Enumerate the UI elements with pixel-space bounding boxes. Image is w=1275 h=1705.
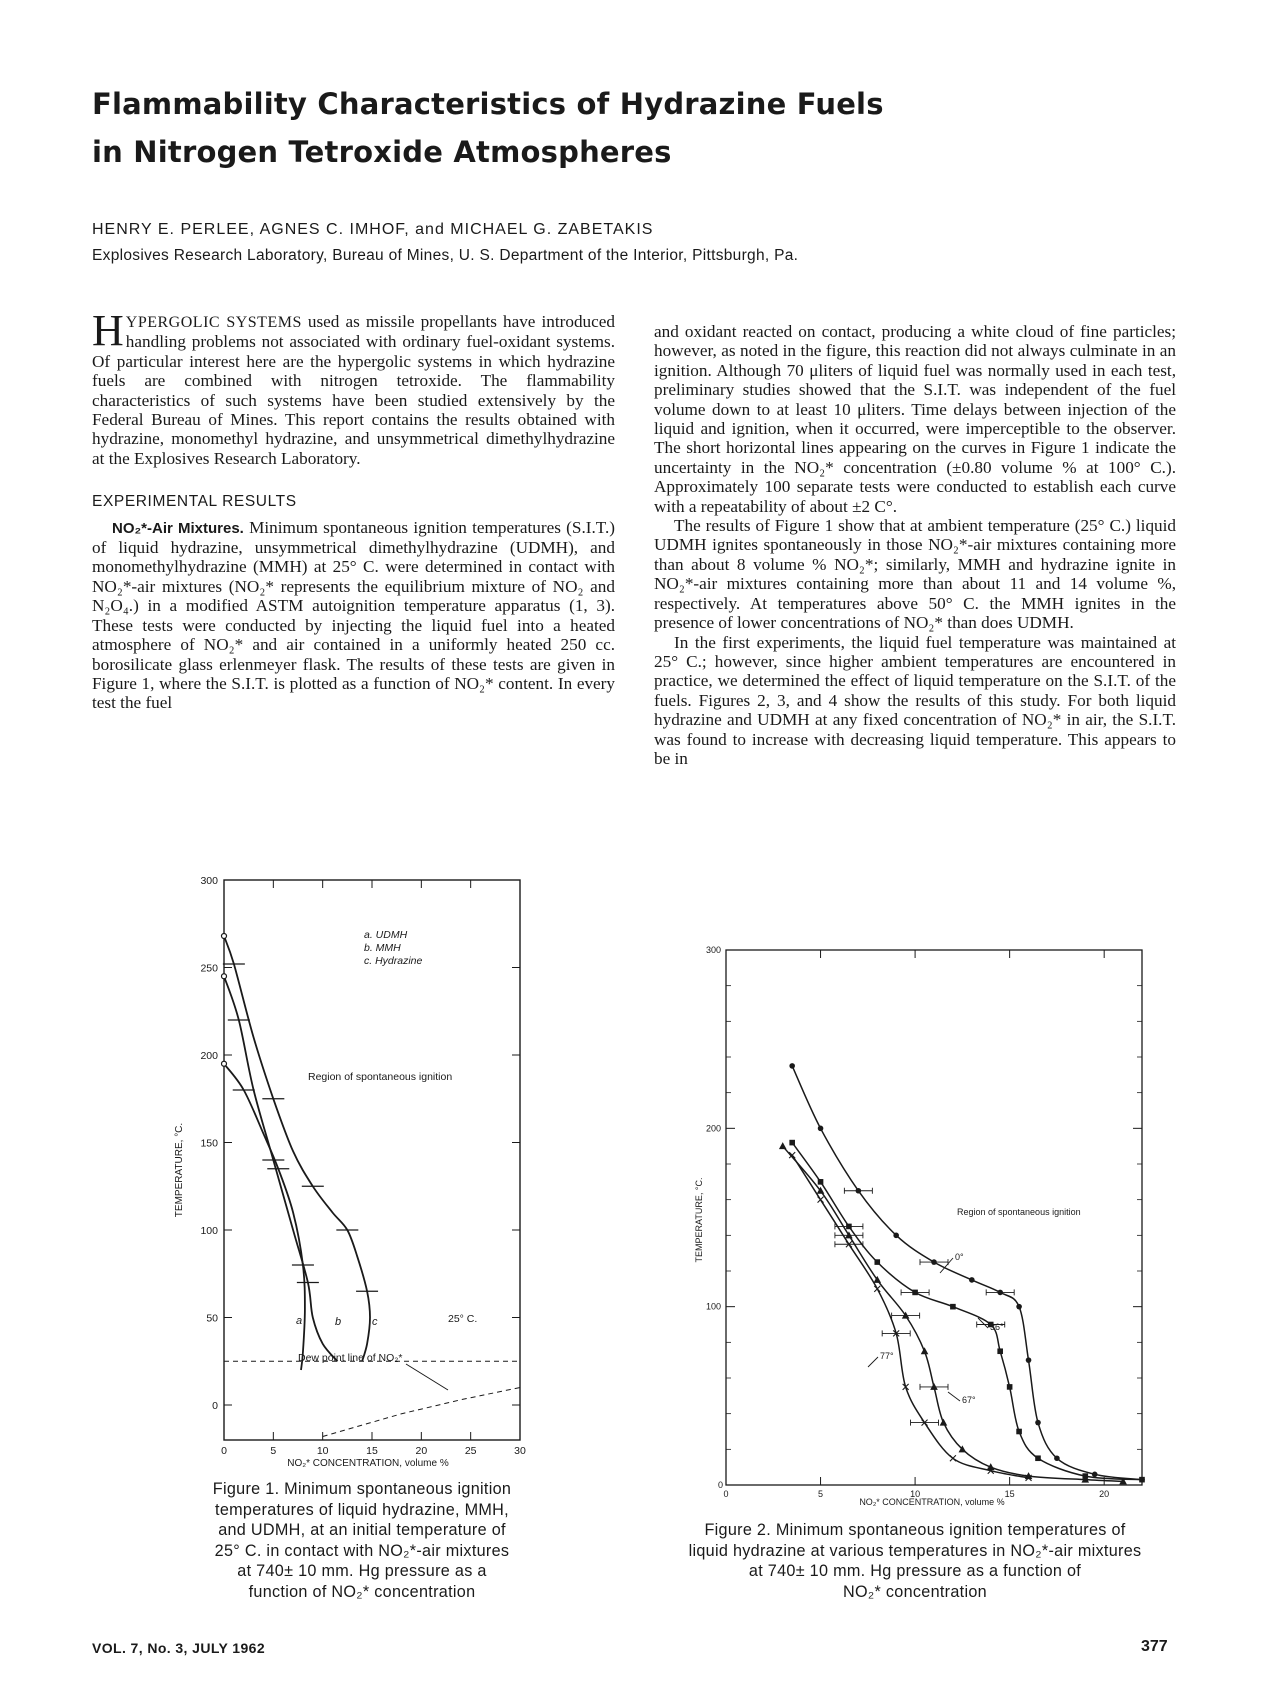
author-list: HENRY E. PERLEE, AGNES C. IMHOF, and MICHAEL G. ZABETAKIS <box>92 221 654 238</box>
fig2-point-square <box>818 1179 824 1185</box>
fig2-point-square <box>1007 1384 1013 1390</box>
fig2-point-circle <box>789 1063 795 1069</box>
fig1-start-marker <box>222 934 227 939</box>
fig2-xtick-label: 20 <box>1099 1489 1110 1499</box>
fig2-ytick-label: 300 <box>705 945 721 955</box>
fig1-xtick-label: 20 <box>415 1445 428 1457</box>
fig2-point-square <box>874 1259 880 1265</box>
drop-cap: H <box>92 306 124 355</box>
fig2-axes <box>706 945 1142 1499</box>
title-line-2: in Nitrogen Tetroxide Atmospheres <box>92 135 672 169</box>
fig2-point-circle <box>969 1277 975 1283</box>
fig1-dew-label: Dew point line of NO₂* <box>298 1352 403 1364</box>
fig1-xtick-label: 0 <box>221 1445 227 1457</box>
fig2-label-67: 67° <box>962 1395 976 1405</box>
fig2-plot-frame <box>726 950 1142 1485</box>
fig1-start-marker <box>222 1061 227 1066</box>
fig1-ylabel: TEMPERATURE, °C. <box>174 1122 185 1218</box>
fig1-xlabel: NO₂* CONCENTRATION, volume % <box>287 1458 449 1469</box>
fig2-xtick-label: 10 <box>910 1489 921 1499</box>
fig1-caption-line: at 740± 10 mm. Hg pressure as a <box>237 1562 487 1580</box>
fig1-caption-line: temperatures of liquid hydrazine, MMH, <box>215 1500 509 1519</box>
fig2-caption-line: Figure 2. Minimum spontaneous ignition temperatures of <box>704 1521 1126 1539</box>
fig2-series-line <box>792 1066 1142 1480</box>
fig2-pointer-77 <box>868 1357 878 1367</box>
fig2-point-circle <box>818 1126 824 1132</box>
fig2-point-circle <box>1035 1420 1041 1426</box>
fig1-caption-line: Figure 1. Minimum spontaneous ignition <box>212 1480 512 1498</box>
fig2-point-square <box>789 1140 795 1146</box>
fig1-ambient-label: 25° C. <box>448 1313 478 1325</box>
fig2-caption-line: at 740± 10 mm. Hg pressure as a function of <box>748 1562 1082 1580</box>
fig2-point-square <box>1016 1429 1022 1435</box>
fig1-xtick-label: 30 <box>514 1445 526 1457</box>
fig1-ytick-label: 150 <box>200 1137 218 1150</box>
fig1-legend-c: c. Hydrazine <box>364 955 423 967</box>
fig2-series-line <box>792 1155 1028 1478</box>
fig1-ytick-label: 50 <box>206 1312 218 1325</box>
fig1-ytick-label: 100 <box>200 1225 218 1237</box>
fig2-label-0: 0° <box>955 1252 964 1262</box>
fig1-series-line <box>224 936 370 1361</box>
intro-smallcaps: YPERGOLIC SYSTEMS <box>125 314 302 331</box>
fig2-point-circle <box>893 1233 899 1239</box>
intro-paragraph <box>92 306 615 468</box>
fig1-xtick-label: 10 <box>316 1445 329 1457</box>
fig2-point-triangle <box>940 1419 948 1426</box>
fig1-xtick-label: 25 <box>464 1445 477 1457</box>
fig2-curves <box>779 1063 1145 1484</box>
fig2-point-square <box>1035 1455 1041 1461</box>
fig1-caption-line: 25° C. in contact with NO₂*-air mixtures <box>214 1541 510 1560</box>
fig2-label-36: 36° <box>990 1322 1004 1332</box>
fig2-point-circle <box>1026 1357 1032 1363</box>
right-paragraph-2: The results of Figure 1 show that at ambient temperature (25° C.) liquid UDMH ignites spontaneously in those NO₂*-air mixtures containing more than about 8 volume % NO₂*; similarly, MMH and hydrazine ignite in NO₂*-air mixtures containing more than about 11 and 14 volume %, respectively. At temperatures above 50° C. the MMH ignites in the presence of lower concentrations of NO₂* than does UDMH. <box>654 516 1176 633</box>
fig1-xtick-label: 5 <box>270 1445 277 1457</box>
fig2-point-circle <box>1054 1455 1060 1461</box>
fig2-xlabel: NO₂* CONCENTRATION, volume % <box>859 1497 1005 1507</box>
fig2-ytick-label: 100 <box>705 1301 721 1312</box>
fig1-curve-label-a: a <box>296 1315 303 1327</box>
fig1-series-line <box>323 1388 520 1437</box>
figure-2-caption <box>650 1520 1180 1602</box>
fig1-caption-line: function of NO₂* concentration <box>248 1582 476 1601</box>
fig1-series-line <box>224 1064 305 1370</box>
right-paragraph-1: and oxidant reacted on contact, producing a white cloud of fine particles; however, as noted in the figure, this reaction did not always culminate in an ignition. Although 70 μliters of liquid fuel was normally used in each test, preliminary studies showed that the S.I.T. was independent of the fuel volume down to at least 10 μliters. Time delays between injection of the liquid and ignition, when it occurred, were imperceptible to the observer. The short horizontal lines appearing on the curves in Figure 1 indicate the uncertainty in the NO₂* concentration (±0.80 volume % at 100° C.). Approximately 100 separate tests were conducted to establish each curve with a repeatability of about ±2 C°. <box>654 322 1176 516</box>
figure-2-chart <box>682 940 1162 1510</box>
fig2-series-line <box>783 1146 1123 1481</box>
subsection-text: Minimum spontaneous ignition temperatures (S.I.T.) of liquid hydrazine, unsymmetrical dimethylhydrazine (UDMH), and monomethylhydrazine (MMH) at 25° C. were determined in contact with NO₂*-air mixtures (NO₂* represents the equilibrium mixture of NO₂ and N₂O₄.) in a modified ASTM autoignition temperature apparatus (1, 3). These tests were conducted by injecting the liquid fuel into a heated atmosphere of NO₂* and air contained in a uniformly heated 250 cc. borosilicate glass erlenmeyer flask. The results of these tests are given in Figure 1, where the S.I.T. is plotted as a function of NO₂* content. In every test the fuel <box>92 517 616 713</box>
intro-text: used as missile propellants have introduced handling problems not associated with ordinary fuel-oxidant systems. Of particular interest here are the hypergolic systems in which hydrazine fuels are combined with nitrogen tetroxide. The flammability characteristics of such systems have been studied extensively by the Federal Bureau of Mines. This report contains the results obtained with hydrazine, monomethyl hydrazine, and unsymmetrical dimethylhydrazine at the Explosives Research Laboratory. <box>92 312 615 468</box>
right-column <box>654 322 1176 768</box>
fig1-legend-b: b. MMH <box>364 942 401 954</box>
subsection-paragraph <box>92 518 615 713</box>
fig1-ytick-label: 0 <box>212 1400 218 1412</box>
title-line-1: Flammability Characteristics of Hydrazine Fuels <box>92 87 884 121</box>
section-heading: EXPERIMENTAL RESULTS <box>92 493 297 511</box>
fig2-caption-line: liquid hydrazine at various temperatures in NO₂*-air mixtures <box>688 1541 1142 1560</box>
left-column <box>92 306 616 713</box>
fig1-dew-pointer <box>406 1364 448 1390</box>
fig2-point-square <box>950 1304 956 1310</box>
fig1-caption-line: and UDMH, at an initial temperature of <box>218 1521 506 1539</box>
fig2-xtick-label: 5 <box>818 1489 824 1499</box>
figure-1-chart <box>168 870 548 1475</box>
fig1-curve-label-b: b <box>335 1316 342 1328</box>
right-paragraph-3: In the first experiments, the liquid fuel temperature was maintained at 25° C.; however, since higher ambient temperatures are encountered in practice, we determined the effect of liquid temperature on the S.I.T. of the fuels. Figures 2, 3, and 4 show the results of this study. For both liquid hydrazine and UDMH at any fixed concentration of NO₂* in air, the S.I.T. was found to increase with decreasing liquid temperature. This appears to be in <box>654 632 1176 768</box>
fig2-point-square <box>1139 1477 1145 1483</box>
fig2-ylabel: TEMPERATURE, °C. <box>694 1177 704 1263</box>
fig1-legend-a: a. UDMH <box>364 929 408 941</box>
fig1-start-marker <box>222 974 227 979</box>
fig2-pointer-67 <box>948 1392 960 1401</box>
fig2-point-triangle <box>779 1142 787 1149</box>
fig2-ytick-label: 0 <box>717 1480 723 1490</box>
fig2-xtick-label: 0 <box>723 1489 729 1499</box>
fig2-region-label: Region of spontaneous ignition <box>957 1207 1081 1217</box>
fig2-caption-line: NO₂* concentration <box>843 1582 987 1601</box>
fig1-ytick-label: 250 <box>200 962 218 975</box>
journal-footer: VOL. 7, No. 3, JULY 1962 <box>92 1640 266 1656</box>
runin-heading: NO₂*-Air Mixtures. <box>112 519 244 537</box>
fig2-point-triangle <box>921 1347 929 1354</box>
figure-1-caption <box>182 1479 542 1602</box>
fig2-point-circle <box>1092 1472 1098 1478</box>
fig2-xtick-label: 15 <box>1004 1489 1015 1499</box>
fig1-xtick-label: 15 <box>366 1445 378 1457</box>
page-number: 377 <box>1141 1638 1168 1655</box>
fig2-point-triangle <box>930 1383 938 1390</box>
fig1-ytick-label: 300 <box>200 875 218 887</box>
fig2-point-square <box>997 1348 1003 1354</box>
fig2-label-77: 77° <box>880 1351 894 1361</box>
article-title <box>92 80 1092 176</box>
fig2-ytick-label: 200 <box>705 1123 721 1134</box>
fig1-curve-label-c: c <box>372 1316 378 1328</box>
affiliation: Explosives Research Laboratory, Bureau of Mines, U. S. Department of the Interior, Pittsburgh, Pa. <box>92 247 799 264</box>
fig1-region-label: Region of spontaneous ignition <box>308 1071 453 1083</box>
fig1-ytick-label: 200 <box>200 1050 218 1062</box>
fig2-point-circle <box>1016 1304 1022 1310</box>
